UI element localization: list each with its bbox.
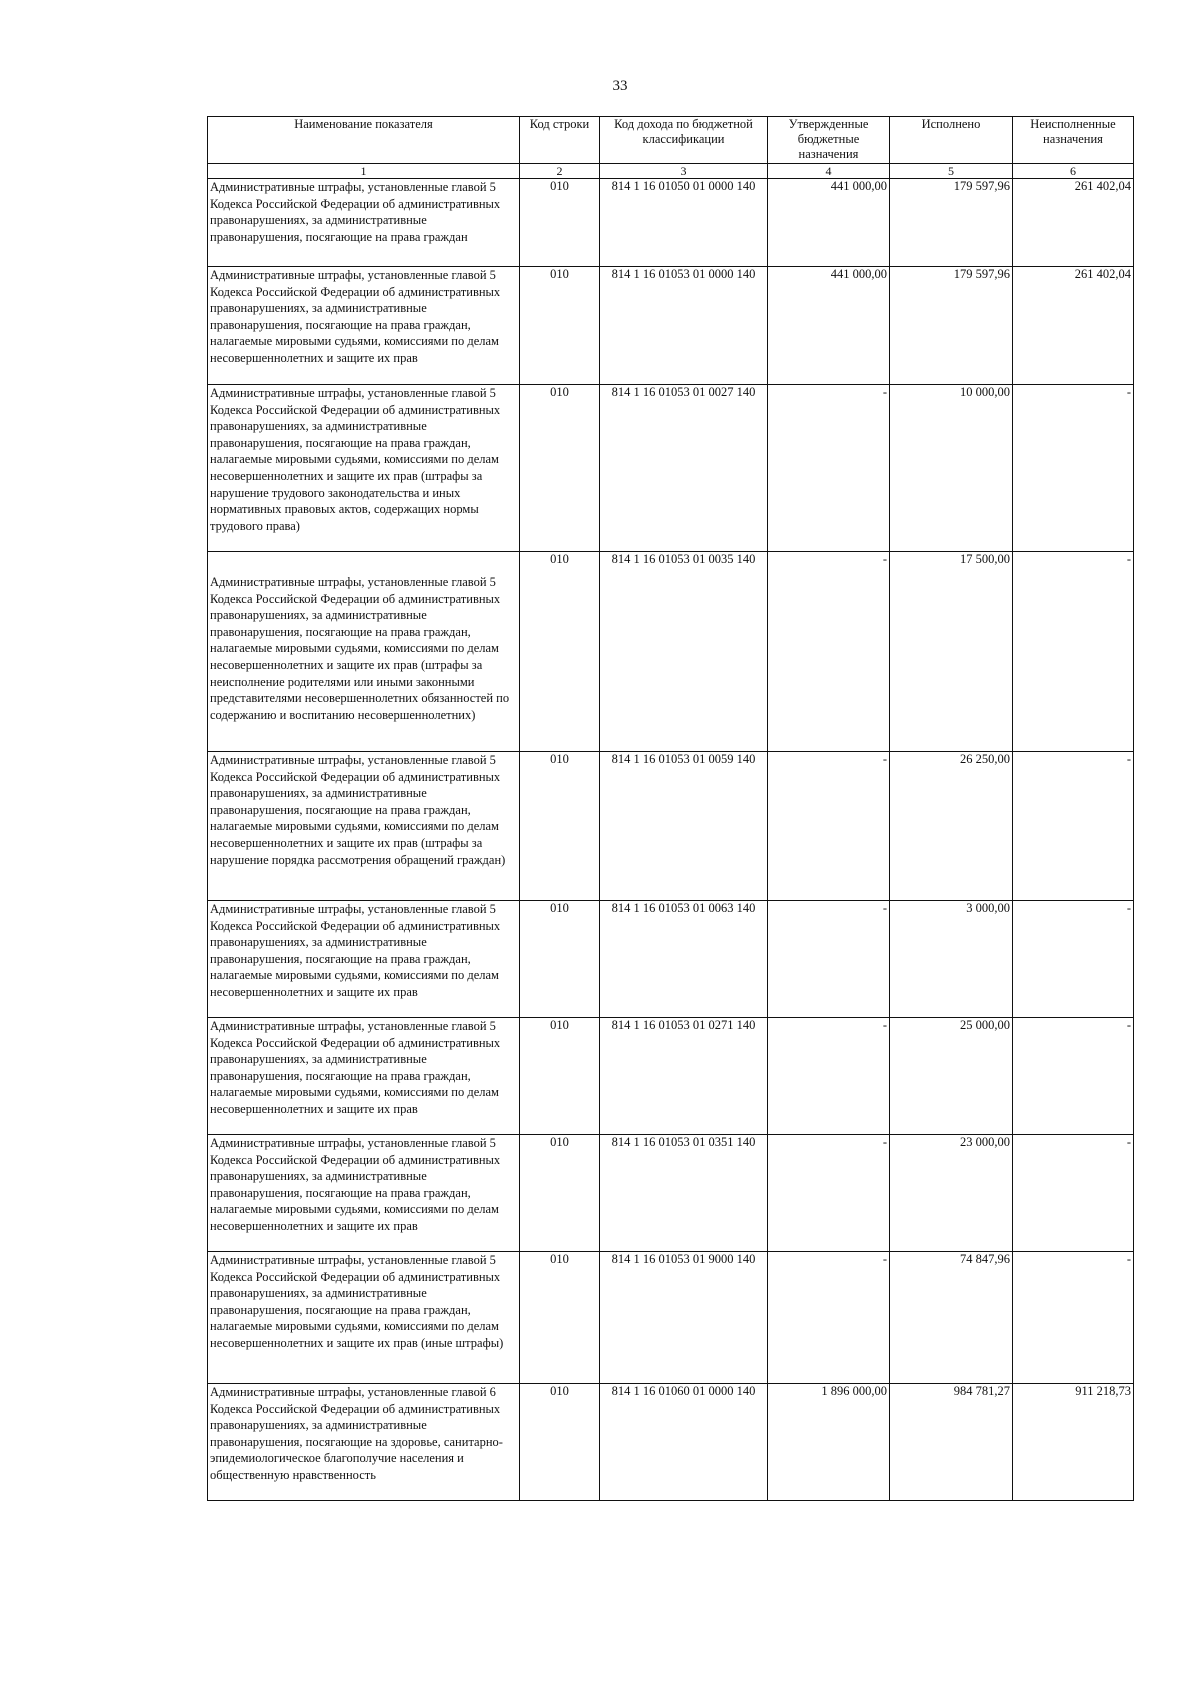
approved-amount: - <box>768 752 890 901</box>
approved-amount: - <box>768 385 890 552</box>
indicator-name: Административные штрафы, установленные главой 5 Кодекса Российской Федерации об административных правонарушениях, за административные правонарушения, посягающие на права граждан, налагаемые мировыми судьями, комиссиями по делам несовершеннолетних и защите их прав <box>208 901 520 1018</box>
unexecuted-amount: - <box>1013 901 1134 1018</box>
indicator-name: Административные штрафы, установленные главой 5 Кодекса Российской Федерации об административных правонарушениях, за административные правонарушения, посягающие на права граждан, налагаемые мировыми судьями, комиссиями по делам несовершеннолетних и защите их прав <box>208 1135 520 1252</box>
approved-amount: - <box>768 1018 890 1135</box>
indicator-name: Административные штрафы, установленные главой 6 Кодекса Российской Федерации об административных правонарушениях, за административные правонарушения, посягающие на здоровье, санитарно-эпидемиологическое благополучие населения и общественную нравственность <box>208 1384 520 1501</box>
executed-amount: 17 500,00 <box>890 552 1013 752</box>
executed-amount: 10 000,00 <box>890 385 1013 552</box>
unexecuted-amount: - <box>1013 752 1134 901</box>
column-number: 1 <box>208 164 520 179</box>
line-code: 010 <box>520 179 600 267</box>
approved-amount: - <box>768 552 890 752</box>
approved-amount: 441 000,00 <box>768 267 890 385</box>
indicator-name: Административные штрафы, установленные главой 5 Кодекса Российской Федерации об административных правонарушениях, за административные правонарушения, посягающие на права граждан, налагаемые мировыми судьями, комиссиями по делам несовершеннолетних и защите их прав (штрафы за нарушение трудового законодательства и иных нормативных правовых актов, содержащих нормы трудового права) <box>208 385 520 552</box>
header-executed: Исполнено <box>890 117 1013 164</box>
column-number: 4 <box>768 164 890 179</box>
table-row <box>208 552 1134 752</box>
column-number: 2 <box>520 164 600 179</box>
table-row <box>208 1384 1134 1501</box>
indicator-name: Административные штрафы, установленные главой 5 Кодекса Российской Федерации об административных правонарушениях, за административные правонарушения, посягающие на права граждан, налагаемые мировыми судьями, комиссиями по делам несовершеннолетних и защите их прав <box>208 267 520 385</box>
table-row <box>208 1135 1134 1252</box>
header-unexecuted: Неисполненные назначения <box>1013 117 1134 164</box>
unexecuted-amount: 261 402,04 <box>1013 179 1134 267</box>
header-name: Наименование показателя <box>208 117 520 164</box>
line-code: 010 <box>520 1384 600 1501</box>
approved-amount: - <box>768 1135 890 1252</box>
line-code: 010 <box>520 1135 600 1252</box>
income-code: 814 1 16 01060 01 0000 140 <box>600 1384 768 1501</box>
table-row <box>208 752 1134 901</box>
indicator-name: Административные штрафы, установленные главой 5 Кодекса Российской Федерации об административных правонарушениях, за административные правонарушения, посягающие на права граждан, налагаемые мировыми судьями, комиссиями по делам несовершеннолетних и защите их прав (штрафы за нарушение порядка рассмотрения обращений граждан) <box>208 752 520 901</box>
unexecuted-amount: - <box>1013 1018 1134 1135</box>
unexecuted-amount: 261 402,04 <box>1013 267 1134 385</box>
column-number: 6 <box>1013 164 1134 179</box>
table-row <box>208 385 1134 552</box>
executed-amount: 25 000,00 <box>890 1018 1013 1135</box>
line-code: 010 <box>520 752 600 901</box>
income-code: 814 1 16 01053 01 9000 140 <box>600 1252 768 1384</box>
indicator-name: Административные штрафы, установленные главой 5 Кодекса Российской Федерации об административных правонарушениях, за административные правонарушения, посягающие на права граждан, налагаемые мировыми судьями, комиссиями по делам несовершеннолетних и защите их прав <box>208 1018 520 1135</box>
income-code: 814 1 16 01053 01 0351 140 <box>600 1135 768 1252</box>
line-code: 010 <box>520 1252 600 1384</box>
header-row <box>208 117 1134 164</box>
page-number: 33 <box>612 78 628 94</box>
unexecuted-amount: - <box>1013 1252 1134 1384</box>
income-code: 814 1 16 01053 01 0063 140 <box>600 901 768 1018</box>
unexecuted-amount: - <box>1013 385 1134 552</box>
executed-amount: 179 597,96 <box>890 179 1013 267</box>
column-number: 3 <box>600 164 768 179</box>
approved-amount: - <box>768 1252 890 1384</box>
indicator-name: Административные штрафы, установленные главой 5 Кодекса Российской Федерации об административных правонарушениях, за административные правонарушения, посягающие на права граждан, налагаемые мировыми судьями, комиссиями по делам несовершеннолетних и защите их прав (штрафы за неисполнение родителями или иными законными представителями несовершеннолетних обязанностей по содержанию и воспитанию несовершеннолетних) <box>208 552 520 752</box>
unexecuted-amount: 911 218,73 <box>1013 1384 1134 1501</box>
unexecuted-amount: - <box>1013 1135 1134 1252</box>
table-row <box>208 179 1134 267</box>
line-code: 010 <box>520 385 600 552</box>
executed-amount: 23 000,00 <box>890 1135 1013 1252</box>
income-code: 814 1 16 01053 01 0059 140 <box>600 752 768 901</box>
executed-amount: 179 597,96 <box>890 267 1013 385</box>
table-row <box>208 901 1134 1018</box>
column-number-row <box>208 164 1134 179</box>
table-row <box>208 1252 1134 1384</box>
line-code: 010 <box>520 901 600 1018</box>
income-code: 814 1 16 01053 01 0000 140 <box>600 267 768 385</box>
income-code: 814 1 16 01053 01 0027 140 <box>600 385 768 552</box>
column-number: 5 <box>890 164 1013 179</box>
executed-amount: 984 781,27 <box>890 1384 1013 1501</box>
approved-amount: 1 896 000,00 <box>768 1384 890 1501</box>
table-row <box>208 1018 1134 1135</box>
unexecuted-amount: - <box>1013 552 1134 752</box>
budget-execution-table <box>207 116 1134 1501</box>
income-code: 814 1 16 01050 01 0000 140 <box>600 179 768 267</box>
approved-amount: - <box>768 901 890 1018</box>
indicator-name: Административные штрафы, установленные главой 5 Кодекса Российской Федерации об административных правонарушениях, за административные правонарушения, посягающие на права граждан <box>208 179 520 267</box>
header-approved: Утвержденные бюджетные назначения <box>768 117 890 164</box>
income-code: 814 1 16 01053 01 0035 140 <box>600 552 768 752</box>
line-code: 010 <box>520 552 600 752</box>
table-row <box>208 267 1134 385</box>
line-code: 010 <box>520 1018 600 1135</box>
header-income-code: Код дохода по бюджетной классификации <box>600 117 768 164</box>
line-code: 010 <box>520 267 600 385</box>
executed-amount: 26 250,00 <box>890 752 1013 901</box>
indicator-name: Административные штрафы, установленные главой 5 Кодекса Российской Федерации об административных правонарушениях, за административные правонарушения, посягающие на права граждан, налагаемые мировыми судьями, комиссиями по делам несовершеннолетних и защите их прав (иные штрафы) <box>208 1252 520 1384</box>
executed-amount: 74 847,96 <box>890 1252 1013 1384</box>
income-code: 814 1 16 01053 01 0271 140 <box>600 1018 768 1135</box>
header-line-code: Код строки <box>520 117 600 164</box>
approved-amount: 441 000,00 <box>768 179 890 267</box>
executed-amount: 3 000,00 <box>890 901 1013 1018</box>
